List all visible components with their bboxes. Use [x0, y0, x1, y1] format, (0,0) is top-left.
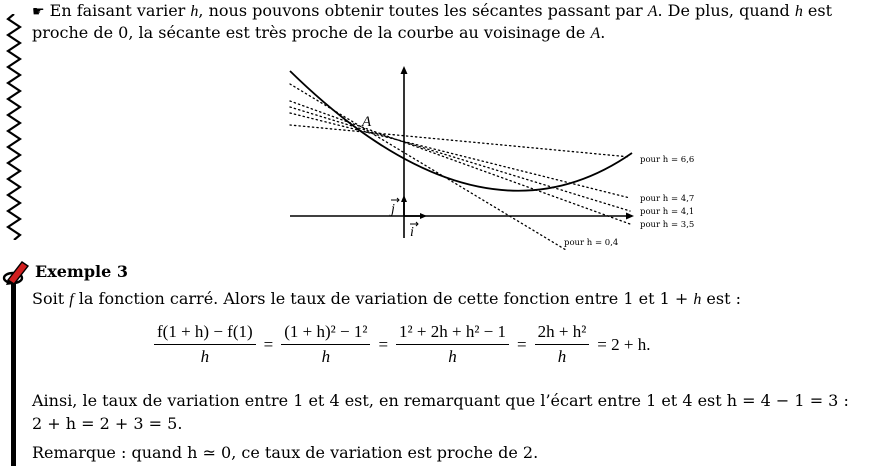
paragraph-intro-line1: ☛ En faisant varier h, nous pouvons obtenir toutes les sécantes passant par A. De plus, quand h est — [32, 1, 833, 20]
secant-label-h-4-1: pour h = 4,1 — [640, 207, 695, 217]
vector-i-arrow — [420, 213, 427, 219]
vector-i-label: i — [410, 225, 414, 240]
hand-pointer-icon: ☛ — [32, 4, 45, 20]
secant-label-h-0-4: pour h = 0,4 — [564, 238, 619, 248]
secant-label-h-3-5: pour h = 3,5 — [640, 220, 695, 230]
display-equation: $\frac{f(1 + h) - f(1)}{h}$ = $\frac{\text{(1 + h)² − 1²}}{h}$ = $\frac{\text{1² + 2h + h² − 1}}{h}$ = $\frac{\text{2h + h²}}{h}$ = 2 + h. — [152, 322, 656, 367]
example-line1: Soit f la fonction carré. Alors le taux de variation de cette fonction entre 1 et 1 + h est : — [32, 289, 742, 308]
secant-label-h-6-6: pour h = 6,6 — [640, 155, 695, 165]
example-line3: Ainsi, le taux de variation entre 1 et 4 est, en remarquant que l’écart entre 1 et 4 est h = 4 − 1 = 3 : — [32, 391, 849, 410]
secant-h-4-1 — [290, 107, 630, 211]
x-axis-arrow — [626, 213, 634, 220]
paragraph-intro-line2: proche de 0, la sécante est très proche de la courbe au voisinage de A. — [32, 23, 606, 42]
secant-h-6-6 — [290, 125, 630, 157]
secant-h-3-5 — [290, 101, 630, 224]
fraction-4: $\frac{\text{2h + h²}}{h}$ — [535, 322, 590, 367]
example-remark: Remarque : quand h ≃ 0, ce taux de variation est proche de 2. — [32, 443, 539, 462]
fraction-1: $\frac{f(1 + h) - f(1)}{h}$ — [154, 322, 256, 367]
fraction-3: $\frac{\text{1² + 2h + h² − 1}}{h}$ — [396, 322, 509, 367]
secant-h-4-7 — [290, 113, 630, 198]
fraction-2: $\frac{\text{(1 + h)² − 1²}}{h}$ — [281, 322, 370, 367]
point-A-label: A — [362, 114, 372, 130]
y-axis-arrow — [401, 66, 408, 74]
example-line4: 2 + h = 2 + 3 = 5. — [32, 414, 183, 433]
example-left-bar — [11, 283, 16, 466]
secant-label-h-4-7: pour h = 4,7 — [640, 194, 695, 204]
example-title: Exemple 3 — [35, 262, 128, 281]
equation-result: = 2 + h. — [597, 334, 651, 354]
parabola-curve — [290, 71, 632, 191]
vector-j-arrow — [401, 195, 407, 202]
pencil-icon — [2, 256, 30, 286]
vector-j-label: j — [391, 202, 395, 217]
